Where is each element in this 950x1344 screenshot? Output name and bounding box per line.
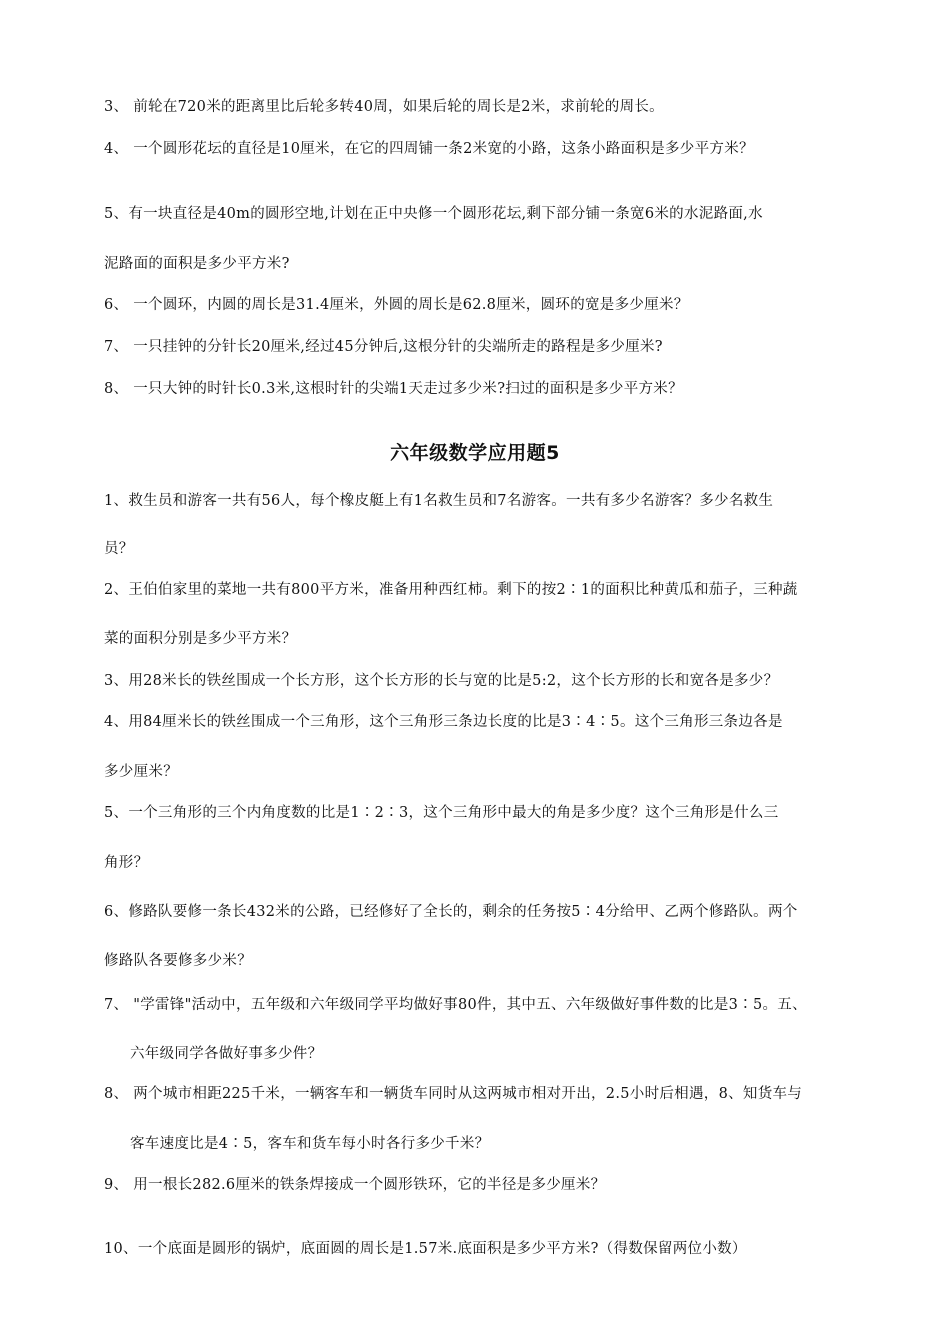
problem-6: 6、 一个圆环，内圆的周长是31.4厘米，外圆的周长是62.8厘米，圆环的宽是多少厘米？	[104, 297, 689, 313]
problem-7b-line-2: 六年级同学各做好事多少件？	[130, 1046, 323, 1062]
problem-6b-line-1: 6、修路队要修一条长432米的公路，已经修好了全长的，剩余的任务按5∶4分给甲、乙两个修路队。两个	[104, 904, 798, 920]
problem-2-line-2: 菜的面积分别是多少平方米？	[104, 631, 297, 647]
problem-5b-line-2: 角形？	[104, 855, 149, 871]
problem-2-line-1: 2、王伯伯家里的菜地一共有800平方米，准备用种西红柿。剩下的按2∶1的面积比种黄瓜和茄子，三种蔬	[104, 582, 798, 598]
problem-7b-line-1: 7、 "学雷锋"活动中，五年级和六年级同学平均做好事80件，其中五、六年级做好事件数的比是3∶5。五、	[104, 997, 807, 1013]
problem-5-line-2: 泥路面的面积是多少平方米?	[104, 256, 290, 272]
problem-5b-line-1: 5、一个三角形的三个内角度数的比是1∶2∶3，这个三角形中最大的角是多少度？这个三角形是什么三	[104, 805, 779, 821]
problem-4b-line-1: 4、用84厘米长的铁丝围成一个三角形，这个三角形三条边长度的比是3∶4∶5。这个三角形三条边各是	[104, 714, 783, 730]
problem-8: 8、 一只大钟的时针长0.3米,这根时针的尖端1天走过多少米?扫过的面积是多少平方米？	[104, 381, 683, 397]
problem-3: 3、 前轮在720米的距离里比后轮多转40周，如果后轮的周长是2米，求前轮的周长。	[104, 99, 664, 115]
section-heading: 六年级数学应用题5	[390, 442, 560, 464]
problem-6b-line-2: 修路队各要修多少米？	[104, 953, 252, 969]
problem-8b-line-2: 客车速度比是4∶5，客车和货车每小时各行多少千米？	[130, 1136, 490, 1152]
problem-1-line-1: 1、救生员和游客一共有56人，每个橡皮艇上有1名救生员和7名游客。一共有多少名游客？多少名救生	[104, 493, 774, 509]
problem-3b: 3、用28米长的铁丝围成一个长方形，这个长方形的长与宽的比是5:2，这个长方形的长和宽各是多少？	[104, 673, 779, 689]
problem-8b-line-1: 8、 两个城市相距225千米，一辆客车和一辆货车同时从这两城市相对开出，2.5小时后相遇，8、知货车与	[104, 1086, 803, 1102]
problem-10: 10、一个底面是圆形的锅炉，底面圆的周长是1.57米.底面积是多少平方米?（得数保留两位小数）	[104, 1241, 747, 1257]
problem-7: 7、 一只挂钟的分针长20厘米,经过45分钟后,这根分针的尖端所走的路程是多少厘米?	[104, 339, 663, 355]
problem-1-line-2: 员？	[104, 541, 134, 557]
problem-9: 9、 用一根长282.6厘米的铁条焊接成一个圆形铁环，它的半径是多少厘米？	[104, 1177, 606, 1193]
problem-5-line-1: 5、有一块直径是40m的圆形空地,计划在正中央修一个圆形花坛,剩下部分铺一条宽6米的水泥路面,水	[104, 206, 763, 222]
problem-4b-line-2: 多少厘米？	[104, 764, 178, 780]
problem-4: 4、 一个圆形花坛的直径是10厘米，在它的四周铺一条2米宽的小路，这条小路面积是多少平方米？	[104, 141, 754, 157]
